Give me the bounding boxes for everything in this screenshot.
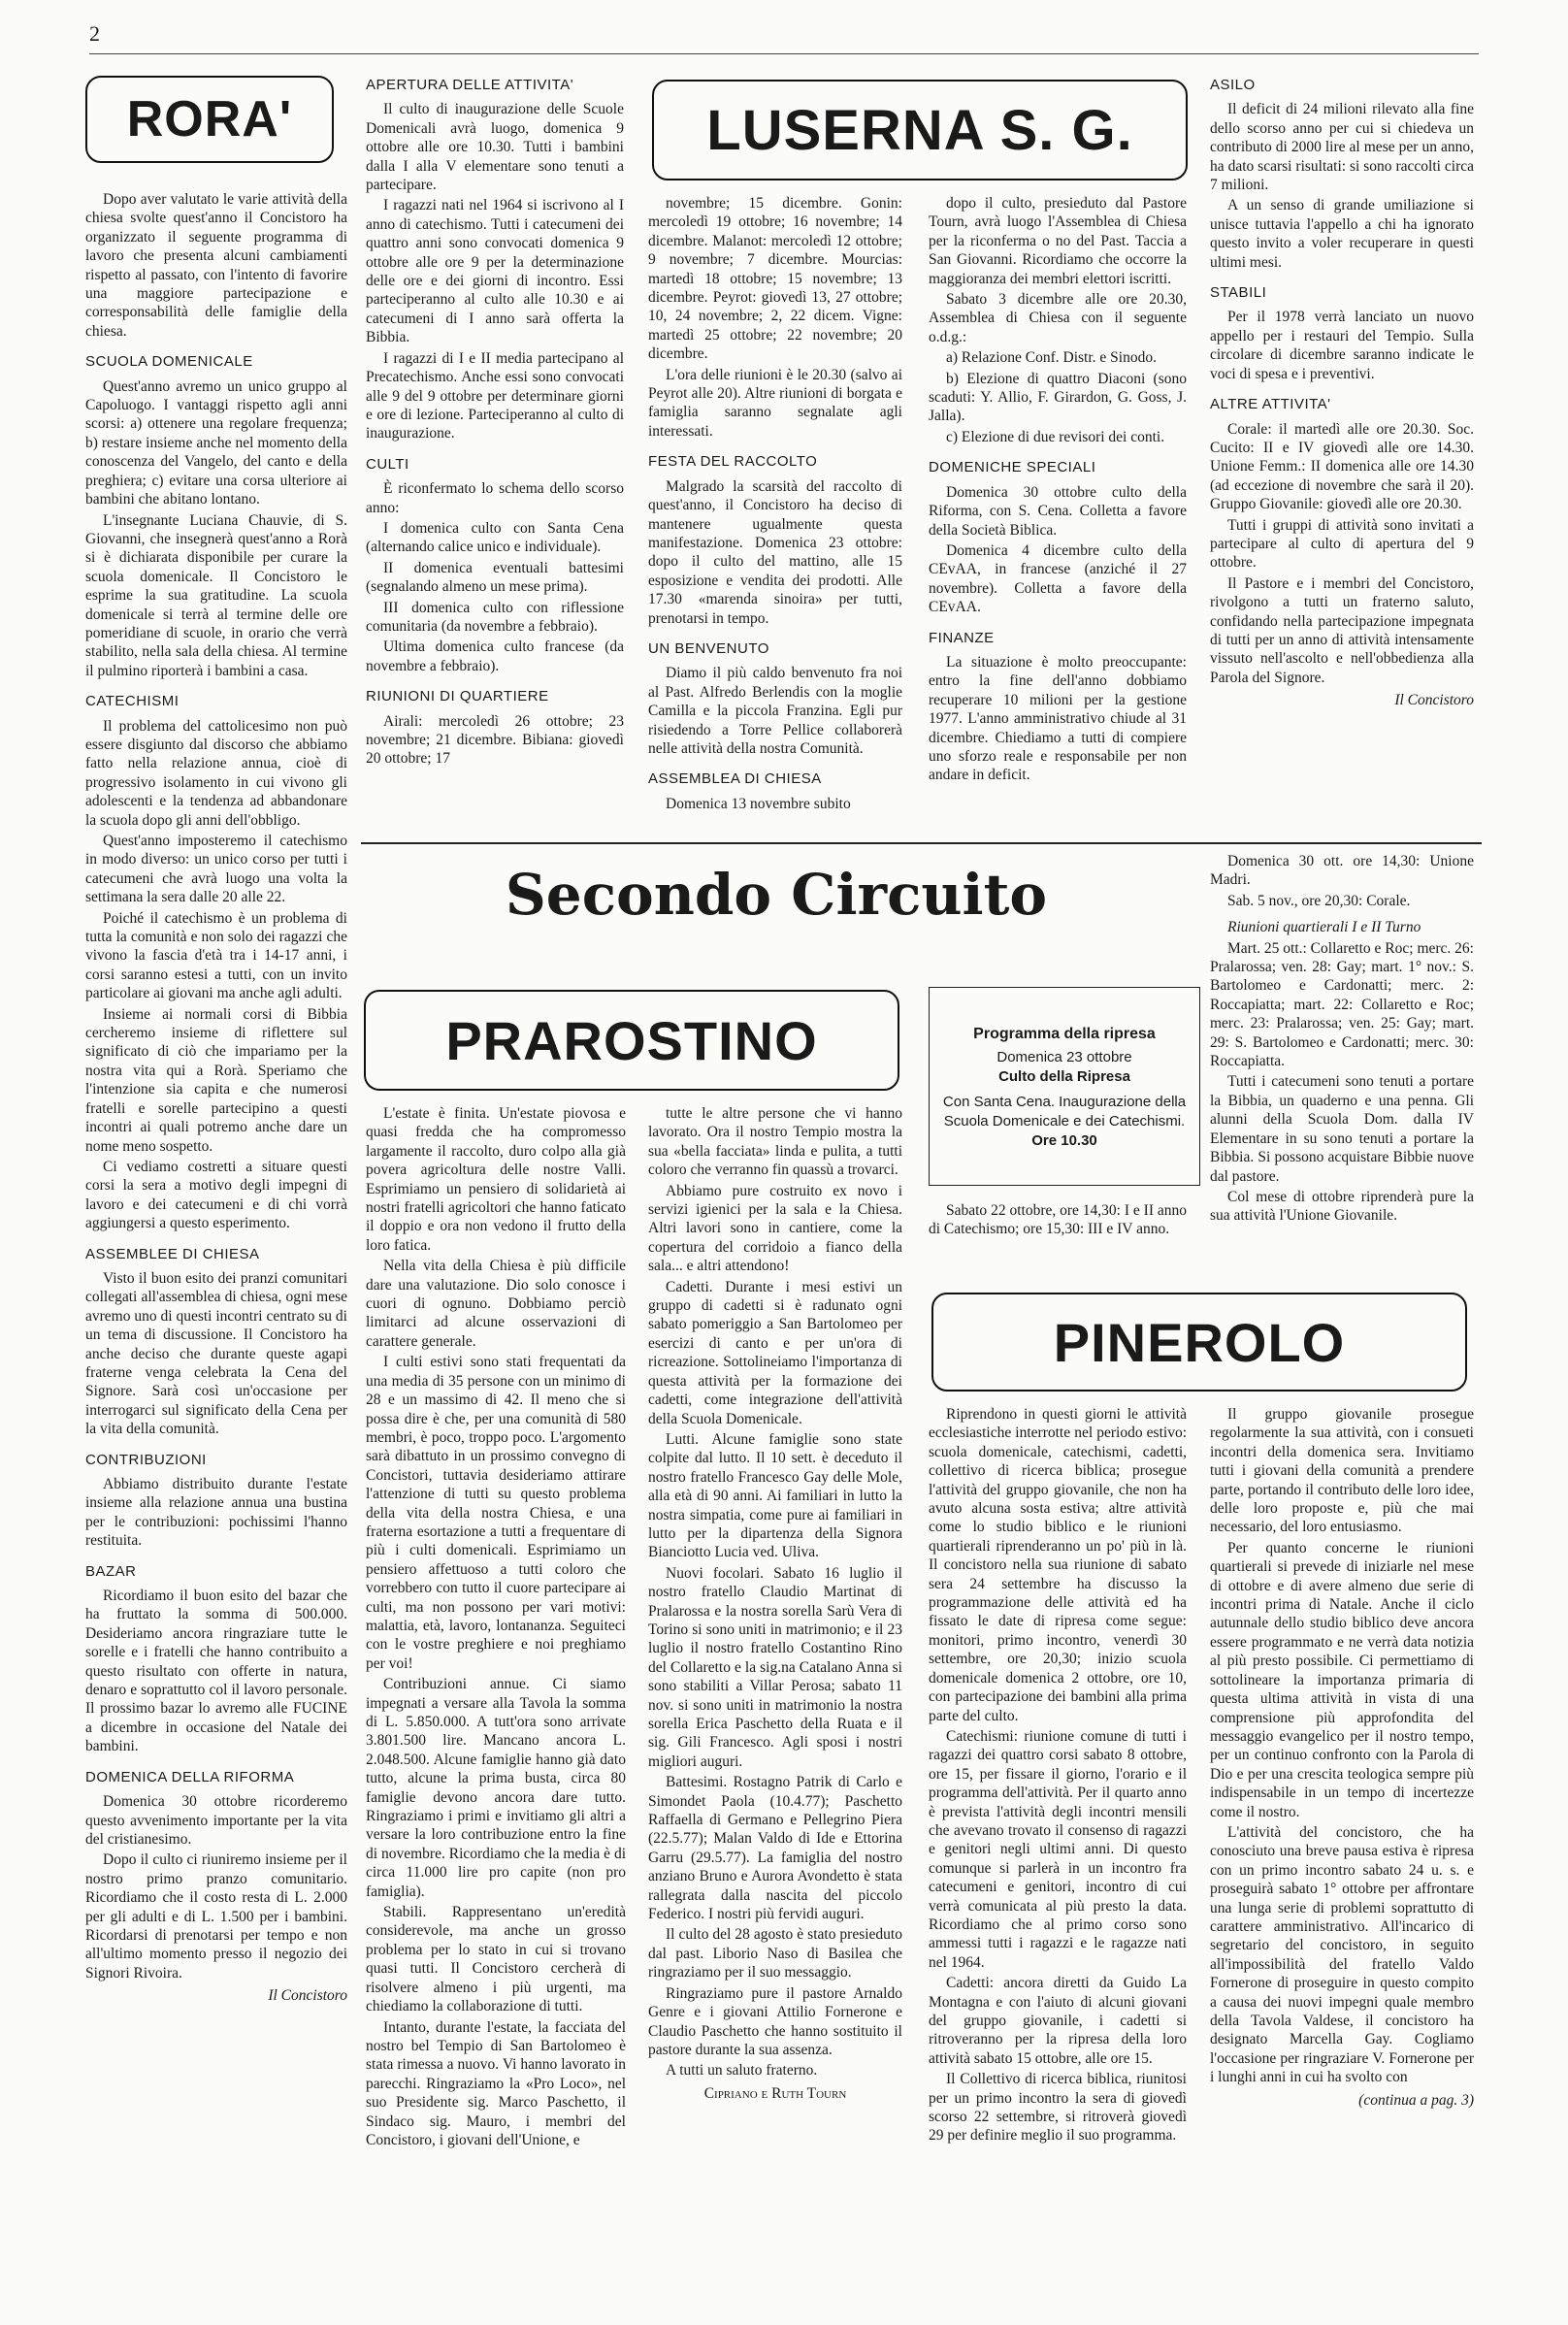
luserna-benvenuto-heading: UN BENVENUTO (648, 639, 769, 657)
rora-bazar-text: Ricordiamo il buon esito del bazar che ha fruttato la somma di 500.000. Desideriamo ancora ringraziare tutte le sorelle e i fratelli che hanno contribuito a questo risultato con offerte in natura, denaro e soprattutto col il lavoro personale. Il prossimo bazar lo avremo alle FUCINE a dicembre in occasione del Natale dei bambini. (85, 1588, 347, 1755)
programma-box (929, 987, 1200, 1186)
top-rule (89, 53, 1479, 54)
luserna-altre-text-1: Corale: il martedì alle ore 20.30. Soc. Cucito: II e IV giovedì alle ore 14.30. Unione Femm.: II domenica alle ore 14.30 (ad eccezione di novembre che sarà il 20). Gruppo Giovanile: giovedì alle ore 20.30. (1210, 420, 1474, 513)
luserna-assemblea-continued: dopo il culto, presieduto dal Pastore Tourn, avrà luogo l'Assemblea di Chiesa per la riconferma o no del Past. Taccia a San Giovanni. Ricordiamo che occorre la maggioranza dei membri elettori iscritti. (929, 195, 1187, 287)
luserna-benvenuto-text: Diamo il più caldo benvenuto fra noi al Past. Alfredo Berlendis con la moglie Camilla e la piccola Franzina. Egli pur risiedendo a Torre Pellice collaborerà nelle attività della nostra Comunità. (648, 665, 902, 757)
prarostino-estate: L'estate è finita. Un'estate piovosa e quasi fredda che ha compromesso largamente il raccolto, duro colpo alla già povera agricoltura delle nostre Valli. Esprimiamo un pensiero di solidarietà ai nostri fratelli agricoltori che hanno faticato il doppio e ora non vedono il frutto della loro fatica. (366, 1105, 626, 1254)
programma-date: Domenica 23 ottobre (996, 1049, 1132, 1065)
luserna-asilo-text-2: A un senso di grande umiliazione si unisce tuttavia l'appello a chi ha ignorato questo invito a voler recuperare in questi ultimi mesi. (1210, 197, 1474, 271)
luserna-asilo-text-1: Il deficit di 24 milioni rilevato alla fine dello scorso anno per cui si chiedeva un contributo di 2000 lire al mese per un anno, ha dato scarsi risultati: si sono raccolti circa 7 milioni. (1210, 101, 1474, 194)
luserna-riunioni-orario: L'ora delle riunioni è le 20.30 (salvo ai Peyrot alle 20). Altre riunioni di borgata e famiglia saranno segnalate agli interessati. (648, 366, 902, 440)
rora-culti-text-5: Ultima domenica culto francese (da novembre a febbraio). (366, 639, 624, 674)
rora-contribuzioni-text: Abbiamo distribuito durante l'estate insieme alla relazione annua una bustina per le contribuzioni: pochissimi l'hanno restituita. (85, 1476, 347, 1550)
luserna-speciali-text-1: Domenica 30 ottobre culto della Riforma, con S. Cena. Colletta a favore della Società Biblica. (929, 483, 1187, 539)
rora-catechismi-text-3: Poiché il catechismo è un problema di tutta la comunità e non solo dei ragazzi che vivono la fascia d'età tra i 14-17 anni, i corsi saranno estesi a tutti, con un invito particolare ai giovani ma anche agli adulti. (85, 909, 347, 1002)
programma-ora: Ore 10.30 (1031, 1132, 1097, 1149)
prarostino-riunioni-heading: Riunioni quartierali I e II Turno (1227, 919, 1421, 936)
rora-scuola-text-2: L'insegnante Luciana Chauvie, di S. Giovanni, che insegnerà quest'anno a Rorà si è dichiarata disponibile per curare la scuola domenicale. Il Concistoro le esprime la sua gratitudine. La scuola domenicale si terrà al termine delle ore pomeridiane di scuole, in orario che verrà stabilito, nella sala della chiesa. Al termine il pulmino riporterà i bambini a casa. (85, 511, 347, 679)
luserna-title (652, 80, 1188, 180)
pinerolo-collettivo: Il Collettivo di ricerca biblica, riunitosi per un primo incontro la sera di giovedì scorso 22 settembre, si ritroverà giovedì 29 per definire meglio il suo programma. (929, 2071, 1187, 2145)
luserna-altre-heading: ALTRE ATTIVITA' (1210, 396, 1331, 413)
rora-riunioni-heading: RIUNIONI DI QUARTIERE (366, 688, 549, 705)
pinerolo-title-text: PINEROLO (1053, 1311, 1346, 1373)
rora-riforma-text-1: Domenica 30 ottobre ricorderemo questo avvenimento importante per la vita del cristianesimo. (85, 1793, 347, 1848)
rora-scuola-heading: SCUOLA DOMENICALE (85, 353, 253, 371)
rora-column-1 (85, 190, 347, 2243)
prarostino-signature: Cipriano e Ruth Tourn (703, 2084, 847, 2102)
rora-riforma-heading: DOMENICA DELLA RIFORMA (85, 1768, 295, 1785)
prarostino-stabili: Stabili. Rappresentano un'eredità considerevole, ma anche un grosso problema per lo stato in cui si trovano quasi tutti. Il Concistoro cercherà di risolvere almeno i più urgenti, ma chiediamo la collaborazione di tutti. (366, 1904, 626, 2015)
page-number: 2 (89, 21, 100, 46)
luserna-altre-text-2: Tutti i gruppi di attività sono invitati a partecipare al culto di apertura del 9 ottobre. (1210, 516, 1474, 572)
secondo-circuito-banner: Secondo Circuito (505, 862, 1048, 928)
prarostino-ringraziamenti: Ringraziamo pure il pastore Arnaldo Genre e i giovani Attilio Fornerone e Claudio Paschetto che hanno sostituito il pastore durante la sua assenza. (648, 1984, 902, 2058)
rora-culti-text-2: I domenica culto con Santa Cena (alternando calice unico e individuale). (366, 519, 624, 556)
prarostino-servizi: Abbiamo pure costruito ex novo i servizi igienici per la sala e la Chiesa. Altri lavori sono in cantiere, come la copertura del corridoio a fianco della sala... e altri attendono! (648, 1182, 902, 1275)
rora-scuola-text-1: Quest'anno avremo un unico gruppo al Capoluogo. I vantaggi rispetto agli anni scorsi: a) ottenere una regolare frequenza; b) restare insieme anche nel momento della conoscenza del Vangelo, del canto e della preghiera; c) evitare una corsa ulteriore ai bambini che abitano lontano. (85, 377, 347, 508)
rora-catechismi-text-5: Ci vediamo costretti a situare questi corsi la sera a motivo degli impegni di lavoro e dei catecumeni e di chi vorrà aggiungersi a questo esperimento. (85, 1158, 347, 1232)
prarostino-riunioni-list: Mart. 25 ott.: Collaretto e Roc; merc. 26: Pralarossa; ven. 28: Gay; mart. 1° nov.: S. Bartolomeo e Cardonatti; merc. 2: Roccapiatta; mart. 22: Collaretto e Roc; merc. 23: Pralarossa; ven. 25: Gay; mart. 29: S. Bartolomeo e Cardonatti; merc. 30: Roccapiatta. (1210, 939, 1474, 1070)
section-divider (361, 842, 1482, 844)
pinerolo-riunioni: Per quanto concerne le riunioni quartierali si prevede di iniziarle nel mese di ottobre e di avere almeno due serie di incontri prima di Natale. Anche il ciclo autunnale dello studio biblico deve ancora essere programmato e ne verrà data notizia al più presto possibile. Ci permettiamo di sottolineare la importanza primaria di questa ultima attività in vista di una comprensione più approfondita del messaggio evangelico per il nostro tempo, per un continuo confronto con la Parola di Dio e per una crescita teologica sempre più indispensabile in un tempo di incertezze come il nostro. (1210, 1539, 1474, 1820)
pinerolo-column-2 (1210, 1405, 1474, 2244)
rora-catechismi-heading: CATECHISMI (85, 693, 180, 710)
luserna-column-1 (648, 194, 902, 833)
prarostino-culti-estivi: I culti estivi sono stati frequentati da una media di 35 persone con un minimo di 28 e un massimo di 42. Il meno che si possa dire è che, per una comunità di 580 membri, è poco, troppo poco. L'argomento sarà dibattuto in un prossimo convegno di Concistori, tuttavia desideriamo attirare l'attenzione di tutti su questo problema della vita della nostra Chiesa, e una fraterna esortazione a tutti a frequentare di più i culti domenicali. Esprimiamo un pensiero affettuoso a tutti coloro che vorrebbero con tutto il cuore partecipare ai culti, ma non possono per vari motivi: malattia, età, lavoro, lontananza. Seguiteci con le vostre preghiere e noi preghiamo per voi! (366, 1354, 626, 1672)
rora-assemblee-heading: ASSEMBLEE DI CHIESA (85, 1245, 260, 1262)
prarostino-sabato-note (929, 1201, 1187, 1260)
rora-riforma-text-2: Dopo il culto ci riuniremo insieme per il nostro primo pranzo comunitario. Ricordiamo che il costo resta di L. 2.000 per gli adulti e di L. 1.500 per i bambini. Ricordarsi di prenotarsi per tempo e non all'ultimo momento presso il negozio dei Signori Rivoira. (85, 1851, 347, 1981)
luserna-column-2 (929, 194, 1187, 833)
prarostino-title-text: PRAROSTINO (445, 1009, 818, 1071)
prarostino-battesimi: Battesimi. Rostagno Patrik di Carlo e Simondet Paola (10.4.77); Paschetto Raffaella di Germano e Pellegrino Piera (22.5.77); Malan Valdo di Ide e Ettorina Garru (29.5.77). La famiglia del nostro anziano Bruno e Aurora Avondetto è stata rallegrata dalla nascita del piccolo Federico. I nostri più fervidi auguri. (648, 1774, 902, 1923)
rora-column-2 (366, 76, 624, 833)
pinerolo-title (931, 1293, 1467, 1392)
prarostino-saluto: A tutti un saluto fraterno. (666, 2062, 818, 2079)
pinerolo-column-1 (929, 1405, 1187, 2244)
prarostino-facciata-continued: tutte le altre persone che vi hanno lavorato. Ora il nostro Tempio mostra la sua «bella facciata» linda e pulita, a tutti coloro che verranno fin quassù a trovarci. (648, 1105, 902, 1179)
prarostino-column-1 (366, 1104, 626, 2244)
prarostino-title (364, 990, 899, 1091)
prarostino-vita-chiesa: Nella vita della Chiesa è più difficile dare una valutazione. Dio solo conosce i cuori di ognuno. Dobbiamo perciò limitarci ad alcune osservazioni di carattere generale. (366, 1258, 626, 1350)
luserna-riunioni-list: novembre; 15 dicembre. Gonin: mercoledì 19 ottobre; 16 novembre; 14 dicembre. Malanot: mercoledì 12 ottobre; 9 novembre; 7 dicembre. Mourcias: martedì 18 ottobre; 15 novembre; 13 dicembre. Peyrot: giovedì 13, 27 ottobre; 10, 24 novembre; 2, 22 dicem. Vigne: martedì 25 ottobre; 22 novembre; 20 dicembre. (648, 195, 902, 363)
prarostino-focolari: Nuovi focolari. Sabato 16 luglio il nostro fratello Claudio Martinat di Pralarossa e la nostra sorella Sarù Vera di Torino si sono uniti in matrimonio; e il 23 luglio il nostro fratello Costantino Rino del Collaretto e la sig.na Catalano Anna si sono stabiliti a Villar Perosa; sabato 11 nov. si sono uniti in matrimonio la nostra sorella Erica Paschetto della Ruata e il sig. Gili Francesco. Agli sposi i nostri migliori auguri. (648, 1564, 902, 1770)
pinerolo-attivita: Riprendono in questi giorni le attività ecclesiastiche interrotte nel periodo estivo: scuola domenicale, catechismi, cadetti, collettivo di ricerca biblica; prosegue l'attività del gruppo giovanile, che non ha avuto alcuna sosta estiva; altre attività come lo studio biblico e le riunioni quartierali riprenderanno un po' più in là. Il concistoro nella sua riunione di sabato sera 24 settembre ha discusso la programmazione delle attività ed ha fissato le date di ripresa come segue: monitori, primo incontro, venerdì 30 settembre, ore 20,30; inizio scuola domenicale domenica 2 ottobre, ore 10, con partecipazione dei bambini alla prima parte del culto. (929, 1406, 1187, 1724)
luserna-odg-b: b) Elezione di quattro Diaconi (sono scaduti: Y. Allio, F. Girardon, G. Goss, J. Jalla). (929, 370, 1187, 425)
prarostino-column-2 (648, 1104, 902, 2244)
luserna-odg-a: a) Relazione Conf. Distr. e Sinodo. (946, 349, 1157, 367)
rora-apertura-heading: APERTURA DELLE ATTIVITA' (366, 77, 574, 93)
luserna-assemblea-text: Domenica 13 novembre subito (666, 795, 851, 812)
luserna-finanze-text: La situazione è molto preoccupante: entro la fine dell'anno dobbiamo recuperare 10 milioni per la gestione 1977. L'anno amministrativo chiude al 31 dicembre. Chiediamo a tutti di compiere uno sforzo reale e responsabile per non andare in deficit. (929, 653, 1187, 784)
rora-culti-text-3: II domenica eventuali battesimi (segnalando almeno un mese prima). (366, 559, 624, 596)
rora-apertura-text-3: I ragazzi di I e II media partecipano al Precatechismo. Anche essi sono convocati alle 9 del 9 ottobre per determinare giorni e ore di lezione. Parteciperanno al culto di inaugurazione. (366, 349, 624, 442)
luserna-finanze-heading: FINANZE (929, 629, 995, 646)
luserna-signature: Il Concistoro (1394, 692, 1474, 709)
luserna-stabili-text: Per il 1978 verrà lanciato un nuovo appello per i restauri del Tempio. Sulla circolare di dicembre saranno indicate le voci di spesa e i preventivi. (1210, 309, 1474, 382)
prarostino-unione-madri: Domenica 30 ott. ore 14,30: Unione Madri. (1210, 853, 1474, 889)
prarostino-unione-giovanile: Col mese di ottobre riprenderà pure la sua attività l'Unione Giovanile. (1210, 1188, 1474, 1225)
rora-catechismi-text-2: Quest'anno imposteremo il catechismo in modo diverso: un unico corso per tutti i catecumeni che avrà luogo una volta la settimana la sera dalle 20 alle 22. (85, 833, 347, 906)
rora-contribuzioni-heading: CONTRIBUZIONI (85, 1451, 207, 1468)
pinerolo-continua: (continua a pag. 3) (1358, 2091, 1474, 2109)
prarostino-contribuzioni: Contribuzioni annue. Ci siamo impegnati a versare alla Tavola la somma di L. 5.850.000. A tutt'ora sono arrivate 3.801.500 lire. Mancano ancora L. 2.048.500. Alcune famiglie hanno già dato tutto, alcune la prima busta, circa 80 famiglie devono ancora dare tutto. Ringraziamo i primi e invitiamo gli altri a versare la loro contribuzione entro la fine di novembre. Ricordiamo che la media è di circa 11.000 lire pro capite (non pro famiglia). (366, 1676, 626, 1900)
luserna-assemblea-heading: ASSEMBLEA DI CHIESA (648, 770, 822, 788)
prarostino-culto-agosto: Il culto del 28 agosto è stato presieduto dal past. Liborio Naso di Basilea che ringraziamo per il suo messaggio. (648, 1926, 902, 1981)
luserna-speciali-heading: DOMENICHE SPECIALI (929, 459, 1096, 476)
rora-assemblee-text: Visto il buon esito dei pranzi comunitari collegati all'assemblea di chiesa, ogni mese avremo uno di questi incontri centrato su di un tema di discussione. Il Concistoro ha anche deciso che durante queste agapi fraterne venga celebrata la Cena del Signore. Sarà così un'occasione per interrogarci sul significato della Cena per la vita della comunità. (85, 1269, 347, 1438)
rora-title-text: RORA' (126, 91, 293, 147)
rora-riunioni-text: Airali: mercoledì 26 ottobre; 23 novembre; 21 dicembre. Bibiana: giovedì 20 ottobre; 17 (366, 712, 624, 768)
rora-title (85, 76, 334, 163)
pinerolo-catechismi: Catechismi: riunione comune di tutti i ragazzi dei quattro corsi sabato 8 ottobre, ore 15, per fissare il giorno, l'orario e il programma dell'attività. Per il quarto anno è prevista l'attività degli incontri mensili che avevano trovato il consenso di ragazzi e genitori negli ultimi anni. Di questo comunque si parlerà in un incontro fra catecumeni e genitori, incontro di cui verrà comunicata al più presto la data. Ricordiamo che al primo corso sono ammessi tutti i ragazzi e le ragazze nati nel 1964. (929, 1727, 1187, 1971)
rora-intro: Dopo aver valutato le varie attività della chiesa svolte quest'anno il Concistoro ha organizzato il seguente programma di lavoro che presenta alcuni cambiamenti rispetto al passato, con l'intento di favorire una maggiore partecipazione e corresponsabilità delle famiglie della chiesa. (85, 191, 347, 340)
luserna-altre-text-3: Il Pastore e i membri del Concistoro, rivolgono a tutti un fraterno saluto, confidando nella partecipazione impegnata di tutti per un anno di attività intensamente vissuto nell'ascolto e nell'obbedienza alla Parola del Signore. (1210, 574, 1474, 686)
prarostino-catecumeni-note: Tutti i catecumeni sono tenuti a portare la Bibbia, un quaderno e una penna. Gli alunni della Scuola Dom. dalla IV Elementare in su sono tenuti a portare la Bibbia. Si possono acquistare Bibbie nuove dal pastore. (1210, 1073, 1474, 1185)
pinerolo-gruppo-giovanile: Il gruppo giovanile prosegue regolarmente la sua attività, con i consueti incontri della domenica sera. Invitiamo tutti i giovani della comunità a prendere parte, portando il contributo delle loro idee, delle loro proposte e, più che mai necessario, del loro entusiasmo. (1210, 1406, 1474, 1536)
luserna-festa-text: Malgrado la scarsità del raccolto di quest'anno, il Concistoro ha deciso di mantenere ugualmente questa manifestazione. Domenica 23 ottobre: dopo il culto del mattino, alle 15 esposizione e vendita dei prodotti. Alle 17.30 «marenda sinoira» per tutti, prenotarsi in tempo. (648, 477, 902, 627)
prarostino-cadetti: Cadetti. Durante i mesi estivi un gruppo di cadetti si è radunato ogni sabato pomeriggio a San Bartolomeo per esercizi di canto e per un'ora di ricreazione. Sottolineiamo l'importanza di questa attività per la formazione dei cadetti, come integrazione dell'attività della Scuola Domenicale. (648, 1278, 902, 1427)
rora-catechismi-text-1: Il problema del cattolicesimo non può essere disgiunto dal discorso che abbiamo fatto nella relazione annua, cioè di progressivo isolamento in cui vivono gli adolescenti e la tendenza ad abbandonare la scuola dopo gli anni dell'obbligo. (85, 717, 347, 829)
luserna-speciali-text-2: Domenica 4 dicembre culto della CEvAA, in francese (anziché il 27 novembre). Colletta a favore della CEvAA. (929, 541, 1187, 616)
rora-apertura-text-2: I ragazzi nati nel 1964 si iscrivono al I anno di catechismo. Tutti i catecumeni dei quattro anni sono convocati domenica 9 ottobre alle ore 9 per la determinazione delle ore e dei giorni di incontro. Essi parteciperanno al culto alle 10.30 e ai catecumeni di I anno sarà offerta la Bibbia. (366, 197, 624, 346)
luserna-odg-c: c) Elezione di due revisori dei conti. (946, 428, 1165, 445)
programma-culto: Culto della Ripresa (998, 1068, 1130, 1085)
luserna-asilo-heading: ASILO (1210, 77, 1256, 93)
rora-apertura-text-1: Il culto di inaugurazione delle Scuole Domenicali avrà luogo, domenica 9 ottobre alle ore 10.30. Tutti i bambini dalla I alla V elementare sono tenuti a partecipare. (366, 101, 624, 194)
rora-catechismi-text-4: Insieme ai normali corsi di Bibbia cercheremo insieme di riflettere sul significato di ciò che impariamo per la nostra vita qui a Rorà. Speriamo che l'intenzione sia capita e che numerosi fratelli e sorelle partecipino a questi incontri ai quali potremo anche dare un nome meno sospetto. (85, 1005, 347, 1155)
luserna-stabili-heading: STABILI (1210, 284, 1267, 302)
programma-descrizione: Con Santa Cena. Inaugurazione della Scuola Domenicale e dei Catechismi. (942, 1094, 1187, 1130)
pinerolo-concistoro: L'attività del concistoro, che ha conosciuto una breve pausa estiva è ripresa con un primo incontro sabato 24 u. s. e proseguirà sabato 1° ottobre per affrontare una lunga serie di problemi soprattutto di carattere amministrativo. All'incarico di segretario del concistoro, in seguito all'impossibilità del fratello Valdo Fornerone di proseguire in questo compito a causa dei nuovi impegni quale membro della Tavola Valdese, il concistoro ha designato Marcella Gay. Cogliamo l'occasione per ringraziare V. Fornerone per i lunghi anni in cui ha svolto con (1210, 1823, 1474, 2086)
rora-bazar-heading: BAZAR (85, 1562, 137, 1580)
prarostino-lutti: Lutti. Alcune famiglie sono state colpite dal lutto. Il 10 sett. è deceduto il nostro fratello Francesco Gay delle Mole, alla età di 90 anni. Ai familiari in lutto la nostra simpatia, come pure ai familiari in lutto per la dipartenza della Signora Bianciotto Lucia ved. Uliva. (648, 1430, 902, 1561)
programma-title: Programma della ripresa (973, 1026, 1156, 1042)
rora-culti-heading: CULTI (366, 455, 409, 473)
rora-culti-text-4: III domenica culto con riflessione comunitaria (da novembre a febbraio). (366, 599, 624, 635)
prarostino-corale: Sab. 5 nov., ore 20,30: Corale. (1227, 892, 1411, 909)
luserna-column-3 (1210, 76, 1474, 833)
prarostino-facciata: Intanto, durante l'estate, la facciata del nostro bel Tempio di San Bartolomeo è stata rimessa a nuovo. Vi hanno lavorato in parecchi. Ringraziamo la «Pro Loco», nel suo Presidente sig. Marco Paschetto, il Sindaco sig. Mauro, i membri del Concistoro, i giovani dell'Unione, e (366, 2018, 626, 2148)
pinerolo-cadetti: Cadetti: ancora diretti da Guido La Montagna e con l'aiuto di alcuni giovani del gruppo giovanile, i cadetti si ritroveranno per la ripresa della loro attività sabato 15 ottobre, alle ore 15. (929, 1975, 1187, 2067)
luserna-title-text: LUSERNA S. G. (706, 98, 1133, 162)
luserna-festa-heading: FESTA DEL RACCOLTO (648, 453, 818, 471)
rora-culti-text-1: È riconfermato lo schema dello scorso anno: (366, 480, 624, 516)
prarostino-catechismo-orari: Sabato 22 ottobre, ore 14,30: I e II anno di Catechismo; ore 15,30: III e IV anno. (929, 1202, 1187, 1238)
rora-signature: Il Concistoro (268, 1987, 347, 2005)
luserna-sabato-assemblea: Sabato 3 dicembre alle ore 20.30, Assemblea di Chiesa con il seguente o.d.g.: (929, 291, 1187, 345)
